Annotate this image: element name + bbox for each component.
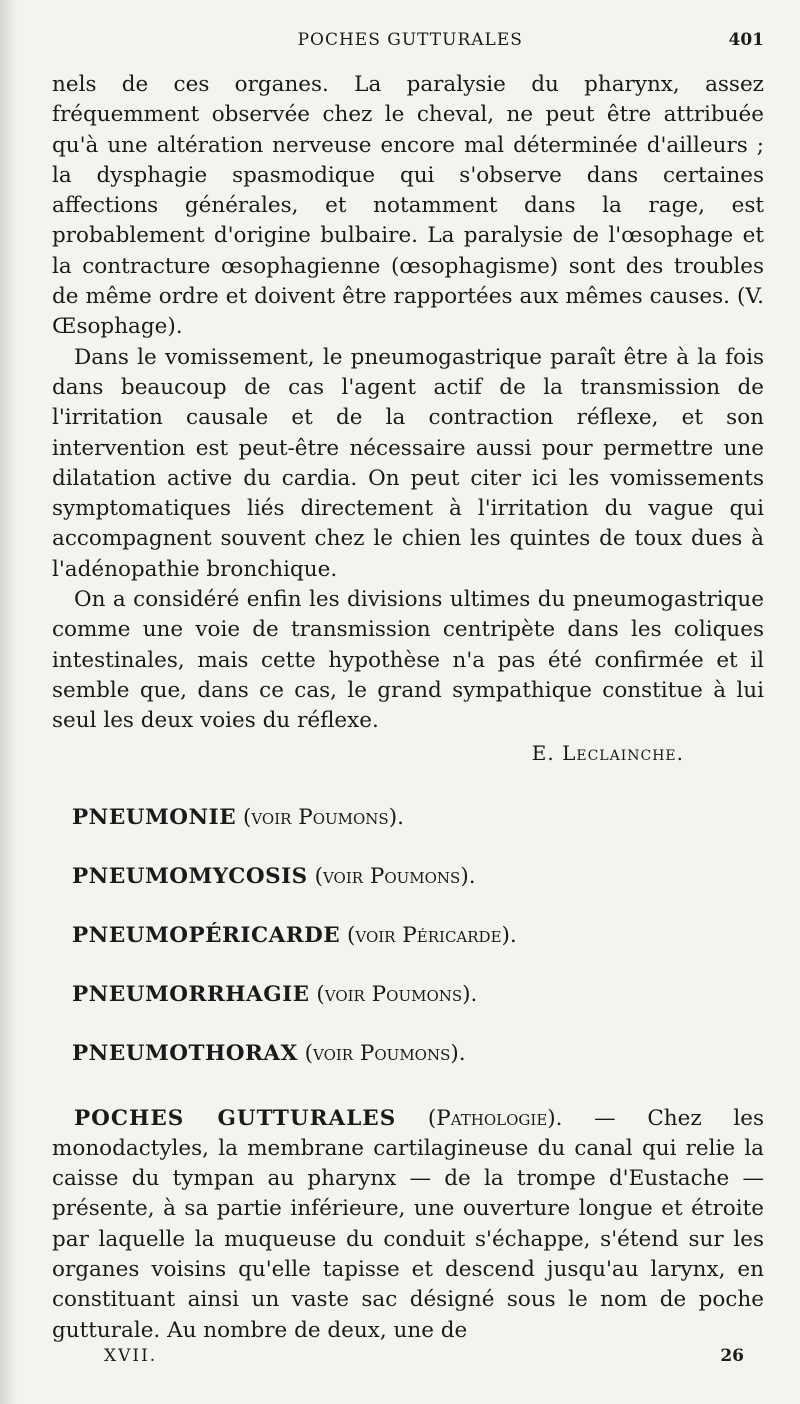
running-head: POCHES GUTTURALES	[297, 30, 523, 50]
paragraph-3: On a considéré enfin les divisions ultimes du pneumogastrique comme une voie de transmission centripète dans les coliques intestinales, mais cette hypothèse n'a pas été confirmée et il semble que, dans ce cas, le grand sympathique constitue à lui seul les deux voies du réflexe.	[52, 587, 764, 734]
book-page	[52, 30, 764, 1346]
page-edge-shadow	[0, 0, 18, 1404]
main-entry-term: POCHES GUTTURALES	[74, 1105, 397, 1131]
entry-term: PNEUMONIE	[72, 804, 237, 830]
entry-term: PNEUMOMYCOSIS	[72, 863, 308, 889]
paragraph-2: Dans le vomissement, le pneumogastrique paraît être à la fois dans beaucoup de cas l'agent actif de la transmission de l'irritation causale et de la contraction réflexe, et son intervention est peut-être nécessaire aussi pour permettre une dilatation active du cardia. On peut citer ici les vomissements symptomatiques liés directement à l'irritation du vague qui accompagnent souvent chez le chien les quintes de toux dues à l'adénopathie bronchique.	[52, 344, 764, 582]
author-signature: E. Leclainche.	[531, 740, 684, 765]
cross-reference-entries	[52, 805, 764, 1066]
entry-pneumothorax	[52, 1041, 764, 1066]
entry-ref: (voir Poumons).	[304, 1040, 466, 1066]
paragraph-1: nels de ces organes. La paralysie du pharynx, assez fréquemment observée chez le cheval, ne peut être attribuée qu'à une altération nerveuse encore mal déterminée d'ailleurs ; la dysphagie spasmodique qui s'observe dans certaines affections générales, et notamment dans la rage, est probablement d'origine bulbaire. La paralysie de l'œsophage et la contracture œsophagienne (œsophagisme) sont des troubles de même ordre et doivent être rapportées aux mêmes causes. (V. Œsophage).	[52, 72, 764, 340]
entry-term: PNEUMOTHORAX	[72, 1040, 298, 1066]
sheet-number: 26	[720, 1346, 744, 1366]
entry-pneumorrhagie	[52, 982, 764, 1007]
entry-pneumomycosis	[52, 864, 764, 889]
entry-pneumopericarde	[52, 923, 764, 948]
page-header	[52, 30, 764, 70]
page-footer	[104, 1346, 744, 1366]
entry-term: PNEUMORRHAGIE	[72, 981, 310, 1007]
page-number: 401	[728, 30, 764, 50]
entry-ref: (voir Péricarde).	[347, 922, 517, 948]
main-entry-poches-gutturales	[52, 1104, 764, 1346]
signature-mark: XVII.	[104, 1346, 158, 1366]
entry-ref: (voir Poumons).	[314, 863, 476, 889]
entry-term: PNEUMOPÉRICARDE	[72, 922, 341, 948]
entry-ref: (voir Poumons).	[316, 981, 478, 1007]
entry-pneumonie	[52, 805, 764, 830]
main-entry-text: — Chez les monodactyles, la membrane cartilagineuse du canal qui relie la caisse du tympan au pharynx — de la trompe d'Eustache — présente, à sa partie inférieure, une ouverture longue et étroite par laquelle la muqueuse du conduit s'échappe, s'étend sur les organes voisins qu'elle tapisse et descend jusqu'au larynx, en constituant ainsi un vaste sac désigné sous le nom de poche gutturale. Au nombre de deux, une de	[52, 1105, 764, 1343]
main-entry-sub: (Pathologie).	[427, 1105, 563, 1131]
entry-ref: (voir Poumons).	[242, 804, 404, 830]
